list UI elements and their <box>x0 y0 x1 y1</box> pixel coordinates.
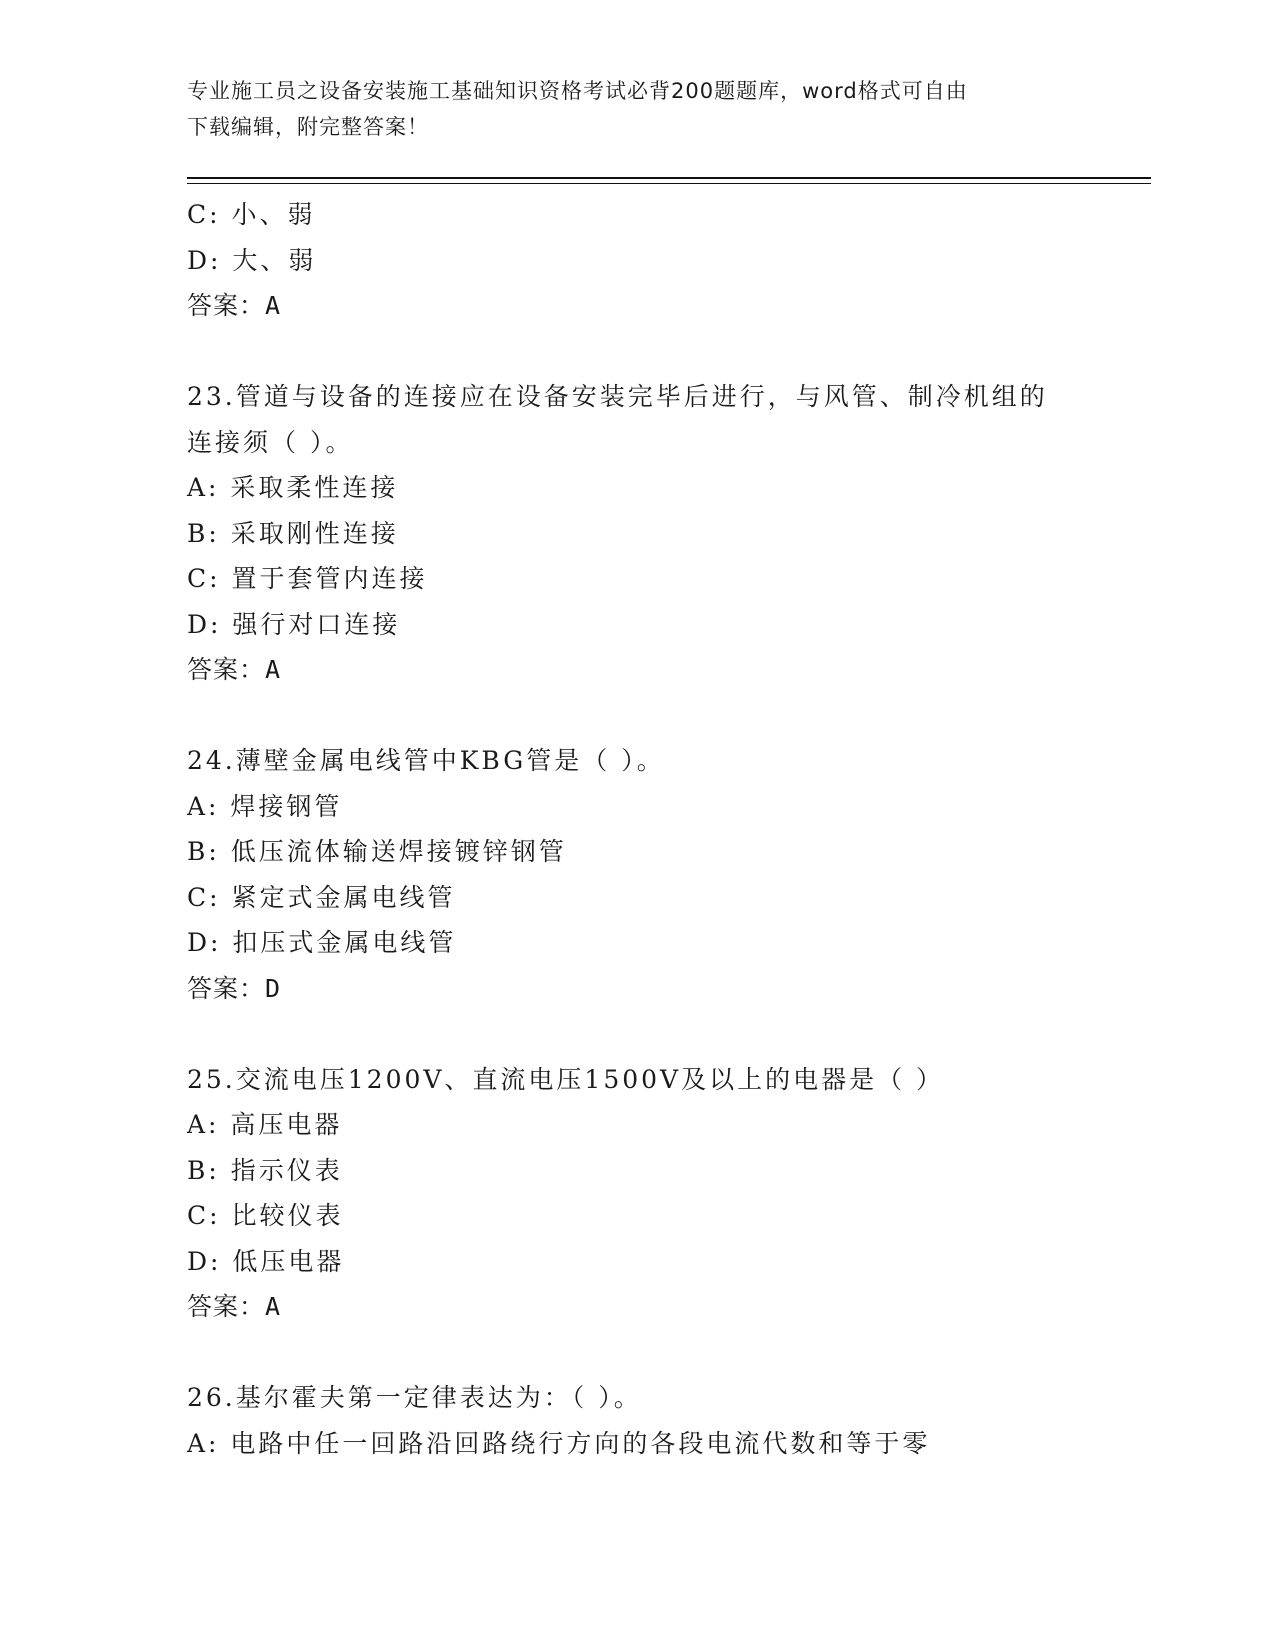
answer-value: A <box>265 655 282 684</box>
answer-value: A <box>265 1292 282 1321</box>
question-stem: 23.管道与设备的连接应在设备安装完毕后进行，与风管、制冷机组的 <box>187 382 1048 411</box>
answer-label: 答案： <box>187 291 266 320</box>
option-a: A: 电路中任一回路沿回路绕行方向的各段电流代数和等于零 <box>187 1428 931 1458</box>
option-a: A: 高压电器 <box>187 1110 343 1139</box>
answer-label: 答案： <box>187 973 266 1003</box>
option-b: B: 指示仪表 <box>187 1155 343 1185</box>
question-gap <box>187 329 1087 375</box>
question-stem: 25.交流电压1200V、直流电压1500V及以上的电器是（ ） <box>187 1064 945 1094</box>
header-line-2: 下载编辑，附完整答案！ <box>187 115 429 139</box>
question-gap <box>187 693 1087 739</box>
document-header <box>187 73 1067 145</box>
question-stem-cont: 连接须（ ）。 <box>187 427 354 457</box>
answer-label: 答案： <box>187 655 266 684</box>
prev-option-d: D: 大、弱 <box>187 245 317 275</box>
option-b: B: 低压流体输送焊接镀锌钢管 <box>187 837 567 866</box>
option-d: D: 扣压式金属电线管 <box>187 928 457 957</box>
option-c: C: 紧定式金属电线管 <box>187 882 456 912</box>
header-line-1: 专业施工员之设备安装施工基础知识资格考试必背200题题库，word格式可自由 <box>187 79 968 103</box>
option-d: D: 低压电器 <box>187 1246 345 1276</box>
question-stem: 26.基尔霍夫第一定律表达为：（ ）。 <box>187 1383 642 1412</box>
question-list <box>187 192 1087 1466</box>
option-a: A: 采取柔性连接 <box>187 473 399 502</box>
answer <box>187 1284 1087 1330</box>
option-a: A: 焊接钢管 <box>187 791 343 821</box>
question-gap <box>187 1330 1087 1376</box>
answer-value: A <box>265 291 282 320</box>
prev-option-c: C: 小、弱 <box>187 200 316 229</box>
answer <box>187 647 1087 693</box>
answer-value: D <box>265 973 282 1003</box>
option-c: C: 置于套管内连接 <box>187 564 428 593</box>
answer <box>187 966 1087 1012</box>
answer-label: 答案： <box>187 1292 266 1321</box>
header-divider-thin <box>187 183 1151 184</box>
option-b: B: 采取刚性连接 <box>187 518 399 548</box>
question-stem: 24.薄壁金属电线管中KBG管是（ ）。 <box>187 746 665 775</box>
option-d: D: 强行对口连接 <box>187 609 401 639</box>
question-gap <box>187 1011 1087 1057</box>
header-divider-thick <box>187 177 1151 179</box>
prev-answer <box>187 283 1087 329</box>
option-c: C: 比较仪表 <box>187 1201 344 1230</box>
